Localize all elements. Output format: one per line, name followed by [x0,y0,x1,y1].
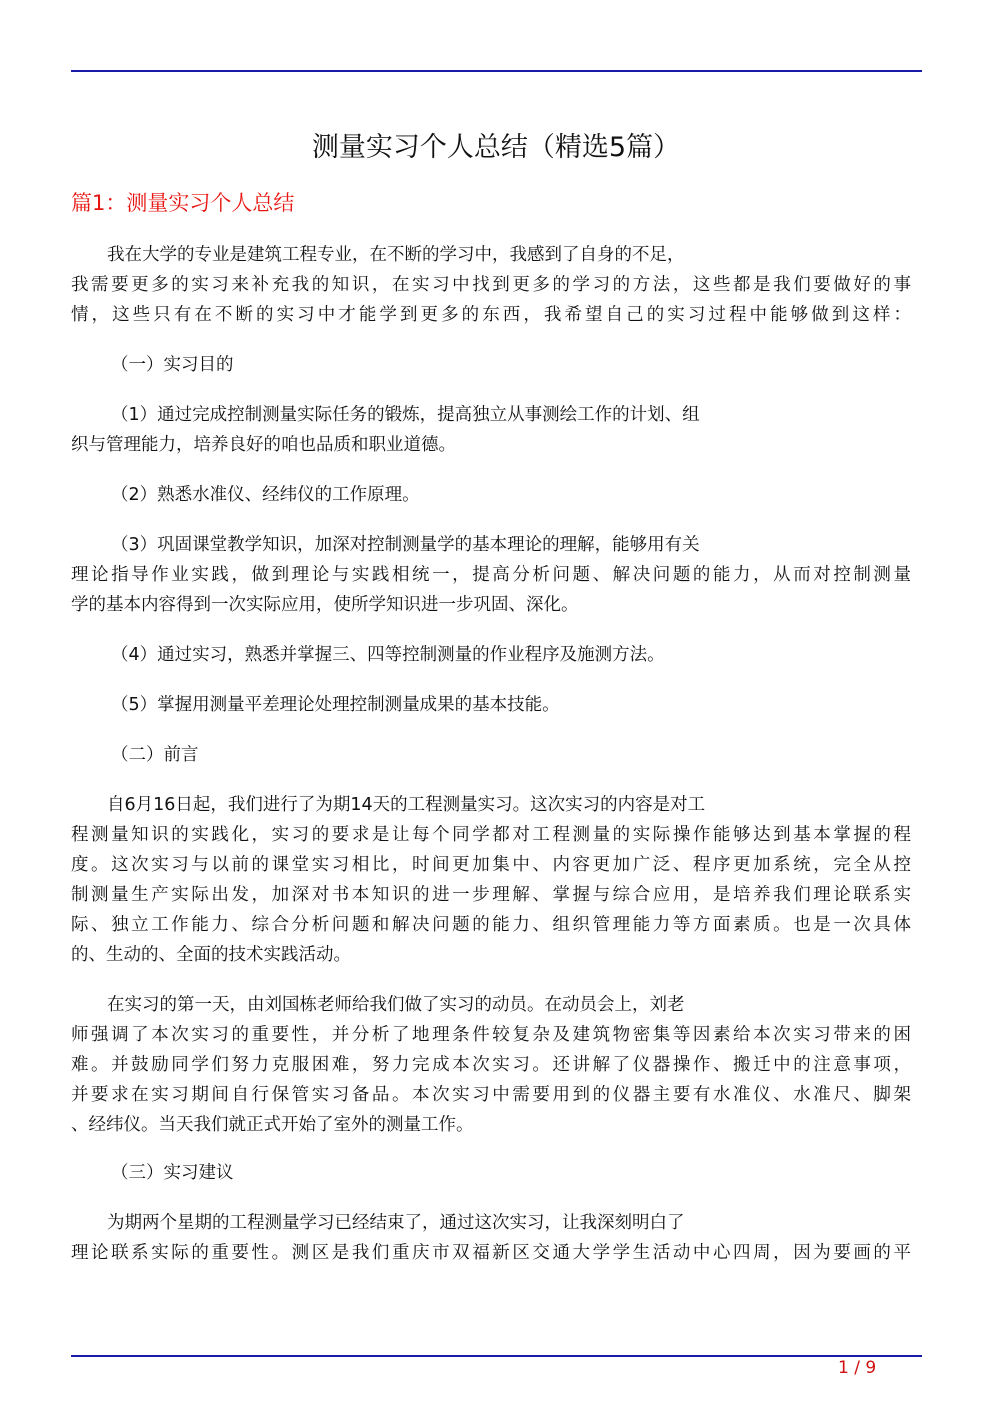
paragraph-line: （5）掌握用测量平差理论处理控制测量成果的基本技能。 [111,695,560,715]
paragraph-line: 度。这次实习与以前的课堂实习相比，时间更加集中、内容更加广泛、程序更加系统，完全从控 [71,855,911,875]
paragraph-line: 际、独立工作能力、综合分析问题和解决问题的能力、组织管理能力等方面素质。也是一次具体 [71,915,911,935]
subheading: （三）实习建议 [111,1163,234,1183]
paragraph-line: （3）巩固课堂教学知识，加深对控制测量学的基本理论的理解，能够用有关 [111,535,700,555]
footer-rule [71,1355,922,1357]
paragraph-line: 学的基本内容得到一次实际应用，使所学知识进一步巩固、深化。 [71,595,579,615]
paragraph-line: 自6月16日起，我们进行了为期14天的工程测量实习。这次实习的内容是对工 [107,795,706,815]
document-title: 测量实习个人总结（精选5篇） [311,132,681,163]
paragraph-line: 的、生动的、全面的技术实践活动。 [71,945,351,965]
page-number: 1 / 9 [838,1358,877,1378]
paragraph-line: 制测量生产实际出发，加深对书本知识的进一步理解、掌握与综合应用，是培养我们理论联系实 [71,885,911,905]
paragraph-line: 并要求在实习期间自行保管实习备品。本次实习中需要用到的仪器主要有水准仪、水准尺、脚架 [71,1085,911,1105]
paragraph-line: 情，这些只有在不断的实习中才能学到更多的东西，我希望自己的实习过程中能够做到这样： [71,305,911,325]
paragraph-line: 我需要更多的实习来补充我的知识，在实习中找到更多的学习的方法，这些都是我们要做好的事 [71,275,911,295]
subheading: （二）前言 [111,745,199,765]
paragraph-line: 在实习的第一天，由刘国栋老师给我们做了实习的动员。在动员会上，刘老 [107,995,685,1015]
section-heading: 篇1：测量实习个人总结 [71,191,295,215]
paragraph-line: 程测量知识的实践化，实习的要求是让每个同学都对工程测量的实际操作能够达到基本掌握的程 [71,825,911,845]
paragraph-line: （2）熟悉水准仪、经纬仪的工作原理。 [111,485,420,505]
subheading: （一）实习目的 [111,355,234,375]
paragraph-line: 我在大学的专业是建筑工程专业，在不断的学习中，我感到了自身的不足， [107,245,685,265]
paragraph-line: 织与管理能力，培养良好的咱也品质和职业道德。 [71,435,456,455]
paragraph-line: 、经纬仪。当天我们就正式开始了室外的测量工作。 [71,1115,474,1135]
header-rule [71,70,922,72]
paragraph-line: （1）通过完成控制测量实际任务的锻炼，提高独立从事测绘工作的计划、组 [111,405,700,425]
paragraph-line: 为期两个星期的工程测量学习已经结束了，通过这次实习，让我深刻明白了 [107,1213,685,1233]
paragraph-line: 理论指导作业实践，做到理论与实践相统一，提高分析问题、解决问题的能力，从而对控制测量 [71,565,911,585]
paragraph-line: （4）通过实习，熟悉并掌握三、四等控制测量的作业程序及施测方法。 [111,645,665,665]
paragraph-line: 师强调了本次实习的重要性，并分析了地理条件较复杂及建筑物密集等因素给本次实习带来的困 [71,1025,911,1045]
paragraph-line: 难。并鼓励同学们努力克服困难，努力完成本次实习。还讲解了仪器操作、搬迁中的注意事项， [71,1055,911,1075]
paragraph-line: 理论联系实际的重要性。测区是我们重庆市双福新区交通大学学生活动中心四周，因为要画的平 [71,1243,911,1263]
